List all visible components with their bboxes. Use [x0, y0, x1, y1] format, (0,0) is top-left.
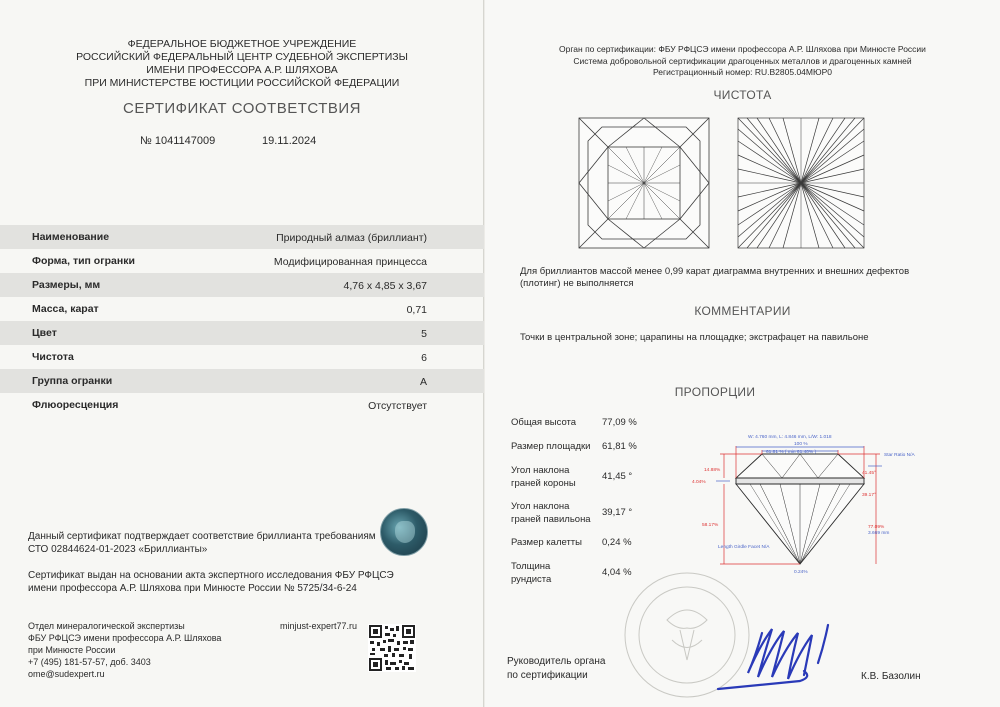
spec-key: Наименование [32, 231, 110, 243]
spec-value: 5 [421, 328, 427, 340]
spec-key: Форма, тип огранки [32, 255, 135, 267]
spec-key: Чистота [32, 351, 74, 363]
certificate-date: 19.11.2024 [262, 135, 317, 147]
spec-value: Модифицированная принцесса [273, 256, 427, 268]
spec-key: Размеры, мм [32, 279, 101, 291]
diagram-star-ratio-label: Star Ratio N/A [884, 453, 915, 458]
header-line: Система добровольной сертификации драгоценных металлов и драгоценных камней [573, 55, 912, 66]
proportion-value: 77,09 % [602, 417, 637, 428]
spec-row [0, 369, 484, 393]
org-line: РОССИЙСКИЙ ФЕДЕРАЛЬНЫЙ ЦЕНТР СУДЕБНОЙ ЭКСПЕРТИЗЫ [76, 51, 408, 63]
spec-key: Флюоресценция [32, 399, 119, 411]
diagram-pavilion-depth-label: 58.17% [702, 523, 719, 528]
contact-line: +7 (495) 181-57-57, доб. 3403 [28, 657, 151, 667]
proportion-label [511, 440, 590, 453]
spec-value: 6 [421, 352, 427, 364]
department-contacts [28, 620, 221, 680]
spec-value: Отсутствует [368, 400, 427, 412]
spec-row [0, 321, 484, 345]
proportion-label [511, 464, 576, 490]
crown-view-diagram [578, 117, 710, 249]
plotting-note-line: (плотинг) не выполняется [520, 278, 634, 289]
plotting-note-line: Для бриллиантов массой менее 0,99 карат диаграмма внутренних и внешних дефектов [520, 266, 910, 277]
diagram-culet-label: 0.24% [794, 570, 808, 575]
certification-body-header [485, 44, 1000, 79]
diagram-lower-girdle-label: Length Girdle Facet N/A [718, 545, 770, 550]
contact-line: ФБУ РФЦСЭ имени профессора А.Р. Шляхова [28, 633, 222, 643]
signer-role [507, 655, 605, 683]
issuance-basis [28, 569, 394, 595]
proportion-label-line: граней павильона [511, 514, 591, 525]
spec-value: 0,71 [406, 304, 427, 316]
diagram-crown-height-label: 14.88% [704, 468, 721, 473]
diagram-crown-angle-label: 41.45° [862, 471, 876, 476]
header-line: Регистрационный номер: RU.B2805.04МЮР0 [653, 67, 832, 77]
spec-row [0, 393, 484, 417]
comments-text: Точки в центральной зоне; царапины на площадке; экстрафацет на павильоне [520, 332, 869, 343]
spec-row [0, 225, 484, 249]
org-line: ИМЕНИ ПРОФЕССОРА А.Р. ШЛЯХОВА [146, 64, 338, 76]
issuance-line: Сертификат выдан на основании акта экспертного исследования ФБУ РФЦСЭ [28, 570, 394, 581]
contact-line: при Минюсте России [28, 645, 116, 655]
org-line: ПРИ МИНИСТЕРСТВЕ ЮСТИЦИИ РОССИЙСКОЙ ФЕДЕРАЦИИ [84, 77, 400, 89]
proportion-label [511, 536, 582, 549]
proportion-label-line: Общая высота [511, 417, 577, 428]
spec-value: 4,76 х 4,85 х 3,67 [343, 280, 427, 292]
spec-value: Природный алмаз (бриллиант) [276, 232, 427, 244]
proportion-value: 41,45 ° [602, 471, 633, 482]
spec-key: Группа огранки [32, 375, 113, 387]
diagram-dims-label: W: 4.760 mm, L: 4.846 mm, L/W: 1.018 [748, 435, 832, 440]
contact-line: ome@sudexpert.ru [28, 669, 105, 679]
proportions-section-title: ПРОПОРЦИИ [674, 385, 756, 399]
proportion-label-line: граней короны [511, 478, 576, 489]
spec-row [0, 297, 484, 321]
issuance-line: имени профессора А.Р. Шляхова при Минюсте России № 5725/34-6-24 [28, 583, 357, 594]
proportion-label-line: Толщина [511, 561, 551, 572]
qr-code [368, 624, 416, 672]
comments-section-title: КОММЕНТАРИИ [694, 304, 791, 318]
proportion-label [511, 416, 576, 429]
proportion-label-line: Угол наклона [511, 465, 570, 476]
org-line: ФЕДЕРАЛЬНОЕ БЮДЖЕТНОЕ УЧРЕЖДЕНИЕ [127, 38, 357, 50]
signer-name: К.В. Базолин [861, 671, 921, 682]
proportion-value: 61,81 % [602, 441, 637, 452]
pavilion-view-diagram [737, 117, 865, 249]
plotting-note [520, 266, 920, 290]
proportion-label-line: Размер площадки [511, 441, 591, 452]
diagram-table-inner-label: 61.81 % ( min 61.40% ) [766, 450, 817, 455]
spec-row [0, 345, 484, 369]
conformity-statement [28, 530, 376, 556]
diagram-total-depth-label: 77.09% [868, 525, 885, 530]
proportion-value: 4,04 % [602, 567, 632, 578]
signer-role-line: Руководитель органа [507, 656, 606, 667]
signature [700, 615, 870, 700]
proportions-profile-diagram [692, 426, 915, 576]
clarity-section-title: ЧИСТОТА [713, 88, 772, 102]
spec-row [0, 273, 484, 297]
signer-role-line: по сертификации [507, 670, 588, 681]
proportion-value: 0,24 % [602, 537, 632, 548]
diagram-girdle-label: 4.04% [692, 480, 706, 485]
conformity-line: СТО 02844624-01-2023 «Бриллианты» [28, 544, 208, 555]
spec-value: А [419, 376, 427, 388]
proportion-label-line: Размер калетты [511, 537, 582, 548]
certificate-title: СЕРТИФИКАТ СООТВЕТСТВИЯ [123, 100, 361, 117]
conformity-line: Данный сертификат подтверждает соответствие бриллианта требованиям [28, 531, 376, 542]
certificate-number: № 1041147009 [140, 135, 216, 147]
proportion-label [511, 500, 591, 526]
spec-key: Масса, карат [32, 303, 99, 315]
organization-header [0, 38, 484, 90]
spec-row [0, 249, 484, 273]
proportion-label-line: Угол наклона [511, 501, 570, 512]
qr-code-graphic [368, 624, 416, 672]
contact-line: Отдел минералогической экспертизы [28, 621, 185, 631]
proportion-value: 39,17 ° [602, 507, 633, 518]
proportion-label [511, 560, 551, 586]
diagram-total-depth-mm-label: 3.669 mm [868, 531, 890, 536]
diagram-pavilion-angle-label: 39.17° [862, 493, 876, 498]
proportion-label-line: рундиста [511, 574, 552, 585]
certificate-left-page [0, 0, 484, 707]
website-text: minjust-expert77.ru [280, 621, 358, 631]
hologram-seal [380, 508, 428, 556]
header-line: Орган по сертификации: ФБУ РФЦСЭ имени профессора А.Р. Шляхова при Минюсте России [559, 44, 926, 54]
diagram-table-100-label: 100 % [794, 442, 808, 447]
spec-key: Цвет [32, 327, 57, 339]
